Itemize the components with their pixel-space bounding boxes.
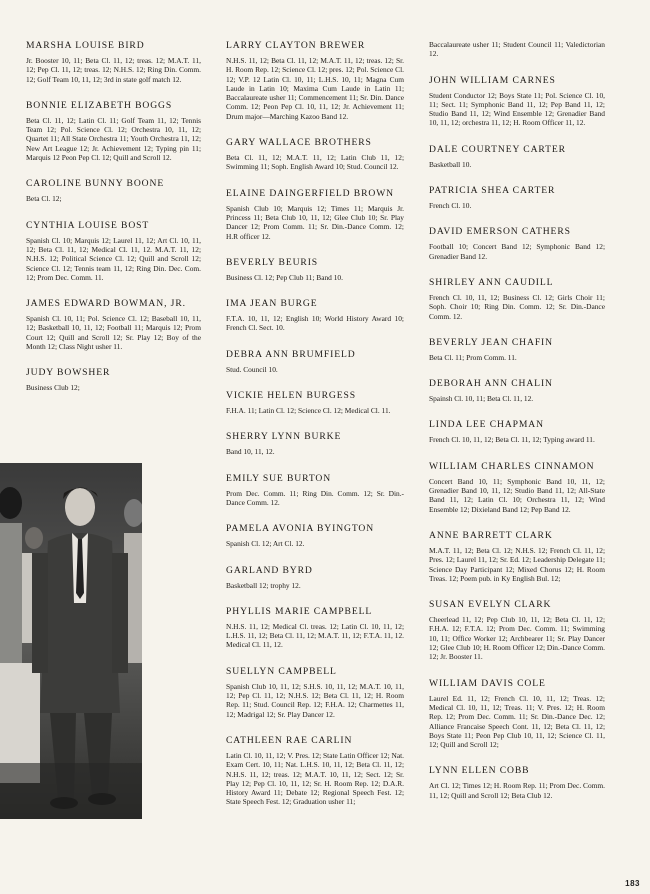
student-entry bbox=[226, 298, 404, 333]
student-name: SHERRY LYNN BURKE bbox=[226, 431, 342, 443]
column-1 bbox=[26, 40, 201, 409]
student-activities: Basketball 10. bbox=[429, 159, 472, 169]
student-activities: M.A.T. 11, 12; Beta Cl. 12; N.H.S. 12; French Cl. 11, 12; Pres. 12; Laurel 11, 12; Sr. Ed. 12; Leadership Delegate 11; Science Day Participant 12; Mixed Chorus 12; H. Room Treas. 12; Poem pub. in Ky English Bul. 12; bbox=[429, 545, 605, 583]
student-entry bbox=[226, 666, 404, 719]
student-entry bbox=[26, 367, 201, 392]
student-activities: Spanish Cl. 12; Art Cl. 12. bbox=[226, 539, 305, 549]
student-activities: Jr. Booster 10, 11; Beta Cl. 11, 12; treas. 12; M.A.T. 11, 12; Pep Cl. 11, 12; treas. 12; N.H.S. 12; Ring Din. Comm. 12; Golf Team 10, 11, 12; 3rd in state golf match 12. bbox=[26, 56, 201, 84]
student-name: JAMES EDWARD BOWMAN, JR. bbox=[26, 298, 186, 310]
student-activities: Art Cl. 12; Times 12; H. Room Rep. 11; Prom Dec. Comm. 11, 12; Quill and Scroll 12; Beta Club 12. bbox=[429, 781, 605, 800]
student-entry bbox=[429, 678, 605, 750]
student-entry bbox=[429, 226, 605, 261]
student-entry bbox=[429, 144, 605, 169]
student-activities: Spanish Club 10; Marquis 12; Times 11; Marquis Jr. Princess 11; Beta Club 10, 11, 12; Glee Club 10; Sr. Play Dancer 12; Prom Comm. 11; Sr. Din.-Dance Comm. 12; H.R officer 12. bbox=[226, 203, 404, 241]
student-entry bbox=[226, 523, 404, 548]
student-activities: Beta Cl. 12; bbox=[26, 194, 62, 204]
column-2 bbox=[226, 40, 404, 823]
student-entry bbox=[429, 337, 605, 362]
student-name: SHIRLEY ANN CAUDILL bbox=[429, 276, 554, 288]
student-activities: Spainsh Cl. 10, 11; Beta Cl. 11, 12. bbox=[429, 394, 534, 404]
student-activities: F.T.A. 10, 11, 12; English 10; World History Award 10; French Cl. Sect. 10. bbox=[226, 314, 404, 333]
student-activities: French Cl. 10. bbox=[429, 201, 472, 211]
student-entry bbox=[26, 178, 201, 203]
student-entry bbox=[429, 599, 605, 661]
student-activities: Beta Cl. 11, 12; Latin Cl. 11; Golf Team 11, 12; Tennis Team 12; Pol. Science Cl. 12; Orchestra 10, 11, 12; Quartet 11; All State Orchestra 11; Youth Orchestra 11, 12; New Art League 12; Jr. Achievement 12; Typing pin 11; Marquis 12 Peon Pep Cl. 12; Quill and Scroll 12. bbox=[26, 115, 201, 163]
student-activities: N.H.S. 11, 12; Medical Cl. treas. 12; Latin Cl. 10, 11, 12; L.H.S. 11, 12; Beta Cl. 11, 12; M.A.T. 11, 12; F.T.A. 11, 12. Medical Cl. 11, 12. bbox=[226, 621, 404, 650]
student-name: DAVID EMERSON CATHERS bbox=[429, 226, 571, 238]
student-activities: Spanish Cl. 10, 11; Pol. Science Cl. 12; Baseball 10, 11, 12; Basketball 10, 11, 12; Football 11; Marquis 12; Prom Court 12; Quill and Scroll 12; Sr. Play 12; Boy of the Month 12; Class Night usher 11. bbox=[26, 314, 201, 352]
student-entry bbox=[226, 257, 404, 282]
student-activities: Spanish Club 10, 11, 12; S.H.S. 10, 11, 12; M.A.T. 10, 11, 12; Pep Cl. 11, 12; N.H.S. 12; Beta Cl. 11, 12; H. Room Rep. 11; Stud. Council Rep. 12; F.H.A. 12; Charmettes 11, 12; Madrigal 12; Sr. Play Dancer 12. bbox=[226, 681, 404, 719]
student-entry bbox=[26, 100, 201, 162]
student-name: CATHLEEN RAE CARLIN bbox=[226, 734, 353, 746]
student-activities: Basketball 12; trophy 12. bbox=[226, 580, 301, 590]
student-name: LINDA LEE CHAPMAN bbox=[429, 419, 544, 431]
student-activities: Latin Cl. 10, 11, 12; V. Pres. 12; State Latin Officer 12; Nat. Exam Cert. 10, 11; Nat. L.H.S. 10, 11, 12; Beta Cl. 11, 12; N.H.S. 11, 12; treas. 12; M.A.T. 10, 11, 12; Sect. 12; Sr. Play 12; Pep Cl. 10, 11, 12; Sr. H. Room Rep. 12; D.A.R. History Award 11; Debate 12; Regional Speech Fest. 12; State Speech Fest. 12; Graduation usher 11; bbox=[226, 750, 404, 807]
student-name: VICKIE HELEN BURGESS bbox=[226, 390, 356, 402]
student-name: ELAINE DAINGERFIELD BROWN bbox=[226, 187, 394, 199]
student-activities: Beta Cl. 11; Prom Comm. 11. bbox=[429, 352, 517, 362]
student-activities: Cheerlead 11, 12; Pep Club 10, 11, 12; Beta Cl. 11, 12; F.H.A. 12; F.T.A. 12; Prom Dec. Comm. 11; Swimming 10, 11; Office Worker 12; Archbearer 11; Sr. Play Dancer 12; Glee Club 10; H. Room Officer 12; Din.-Dance Comm. 12; Jr. Booster 11. bbox=[429, 615, 605, 662]
student-activities: French Cl. 10, 11, 12; Business Cl. 12; Girls Choir 11; Soph. Choir 10; Ring Din. Comm. 12; Sr. Din.-Dance Comm. 12. bbox=[429, 292, 605, 321]
student-entry bbox=[226, 349, 404, 374]
student-name: WILLIAM DAVIS COLE bbox=[429, 677, 546, 689]
student-name: MARSHA LOUISE BIRD bbox=[26, 40, 145, 51]
student-entry bbox=[429, 75, 605, 128]
student-entry bbox=[226, 431, 404, 456]
student-name: SUSAN EVELYN CLARK bbox=[429, 599, 552, 611]
column-3 bbox=[429, 40, 605, 816]
student-activities: Stud. Council 10. bbox=[226, 364, 278, 374]
student-activities: Concert Band 10, 11; Symphonic Band 10, 11, 12; Grenadier Band 10, 11, 12; Studio Band 11, 12; All-State Band 11, 12; Latin Cl. 10; Orchestra 11, 12; Wind Ensemble 12; Dixieland Band 12; Pep Band 12. bbox=[429, 476, 605, 514]
student-entry bbox=[226, 473, 404, 508]
student-name: LYNN ELLEN COBB bbox=[429, 765, 530, 777]
student-activities: Laurel Ed. 11, 12; French Cl. 10, 11, 12; Treas. 12; Medical Cl. 10, 11, 12; Treas. 11; V. Pres. 12; H. Room Rep. 12; Prom Dec. Comm. 11; Sr. Din.-Dance Dec. 12; Alliance Francaise Speech Cont. 11, 12; Beta Cl. 11, 12; Boys State 11; Peon Pep Club 10, 11, 12; Science Cl. 11, 12; Quill and Scroll 12; bbox=[429, 693, 605, 750]
student-name: EMILY SUE BURTON bbox=[226, 472, 332, 484]
student-entry bbox=[226, 137, 404, 172]
page-number: 183 bbox=[625, 879, 640, 888]
student-activities: Prom Dec. Comm. 11; Ring Din. Comm. 12; Sr. Din.-Dance Comm. 12. bbox=[226, 488, 404, 507]
student-name: ANNE BARRETT CLARK bbox=[429, 529, 553, 541]
student-name: PAMELA AVONIA BYINGTON bbox=[226, 523, 375, 535]
student-entry bbox=[226, 606, 404, 650]
student-name: CYNTHIA LOUISE BOST bbox=[26, 219, 150, 231]
student-entry bbox=[429, 530, 605, 583]
student-name: IMA JEAN BURGE bbox=[226, 298, 318, 310]
student-entry bbox=[429, 185, 605, 210]
student-entry bbox=[226, 390, 404, 415]
student-activities: Spanish Cl. 10; Marquis 12; Laurel 11, 12; Art Cl. 10, 11, 12; Beta Cl. 11, 12; Medical Cl. 11, 12. M.A.T. 11, 12; N.H.S. 12; Political Science Cl. 12; Quill and Scroll 12; Science Cl. 12; Tennis team 11, 12; Ring Din. Dec. Com. 12; Prom Dec. Comm. 11. bbox=[26, 235, 201, 282]
student-activities: Baccalaureate usher 11; Student Council 11; Valedictorian 12. bbox=[429, 40, 605, 59]
student-name: BONNIE ELIZABETH BOGGS bbox=[26, 99, 173, 111]
student-activities: French Cl. 10, 11, 12; Beta Cl. 11, 12; Typing award 11. bbox=[429, 435, 595, 445]
student-name: DALE COURTNEY CARTER bbox=[429, 143, 566, 155]
student-entry bbox=[429, 419, 605, 444]
student-activities: Beta Cl. 11, 12; M.A.T. 11, 12; Latin Club 11, 12; Swimming 11; Soph. English Award 10; Stud. Council 12. bbox=[226, 153, 404, 172]
student-activities: Band 10, 11, 12. bbox=[226, 447, 275, 457]
student-name: SUELLYN CAMPBELL bbox=[226, 665, 337, 677]
student-entry bbox=[429, 378, 605, 403]
student-activities: Student Conductor 12; Boys State 11; Pol. Science Cl. 10, 11; Sect. 11; Symphonic Band 11, 12; Pep Band 11, 12; Studio Band 11, 12; Wind Ensemble 12; Grenadier Band 10, 11, 12; orchestra 11, 12; H. Room Officer 11, 12. bbox=[429, 90, 605, 128]
student-activities: N.H.S. 11, 12; Beta Cl. 11, 12; M.A.T. 11, 12; treas. 12; Sr. H. Room Rep. 12; Science Cl. 12; pres. 12; Pol. Science Cl. 12; V.P. 12 Latin Cl. 10, 11; L.H.S. 10, 11; Magna Cum Laude in Latin 10; Maxima Cum Laude in Latin 11; Baccalaureate usher 11; Commencement 11; Sr. Din. Dance Comm. 12; Peon Pep Cl. 10, 11, 12; Jr. Achievement 11; Drum major—Marching Kazoo Band 12. bbox=[226, 56, 404, 121]
student-entry bbox=[429, 277, 605, 321]
student-photo bbox=[0, 463, 142, 819]
student-name: GARY WALLACE BROTHERS bbox=[226, 137, 372, 149]
student-activities: F.H.A. 11; Latin Cl. 12; Science Cl. 12; Medical Cl. 11. bbox=[226, 406, 391, 416]
student-entry bbox=[429, 461, 605, 514]
student-name: CAROLINE BUNNY BOONE bbox=[26, 178, 165, 190]
student-name: DEBORAH ANN CHALIN bbox=[429, 378, 553, 390]
student-name: PATRICIA SHEA CARTER bbox=[429, 185, 556, 197]
student-name: JUDY BOWSHER bbox=[26, 367, 111, 379]
student-name: DEBRA ANN BRUMFIELD bbox=[226, 348, 356, 360]
student-entry bbox=[26, 220, 201, 282]
student-name: WILLIAM CHARLES CINNAMON bbox=[429, 460, 595, 472]
student-entry bbox=[26, 298, 201, 351]
student-entry bbox=[226, 40, 404, 121]
student-name: BEVERLY BEURIS bbox=[226, 256, 319, 268]
student-entry-continued bbox=[429, 40, 605, 59]
student-entry bbox=[26, 40, 201, 84]
student-entry bbox=[226, 735, 404, 807]
student-activities: Business Cl. 12; Pep Club 11; Band 10. bbox=[226, 272, 343, 282]
student-activities: Football 10; Concert Band 12; Symphonic Band 12; Grenadier Band 12. bbox=[429, 242, 605, 261]
student-name: GARLAND BYRD bbox=[226, 564, 313, 576]
student-name: BEVERLY JEAN CHAFIN bbox=[429, 336, 553, 348]
student-name: JOHN WILLIAM CARNES bbox=[429, 74, 556, 86]
student-activities: Business Club 12; bbox=[26, 383, 80, 393]
student-entry bbox=[226, 565, 404, 590]
student-entry bbox=[226, 188, 404, 241]
student-name: PHYLLIS MARIE CAMPBELL bbox=[226, 605, 373, 617]
student-name: LARRY CLAYTON BREWER bbox=[226, 40, 366, 51]
student-entry bbox=[429, 765, 605, 800]
